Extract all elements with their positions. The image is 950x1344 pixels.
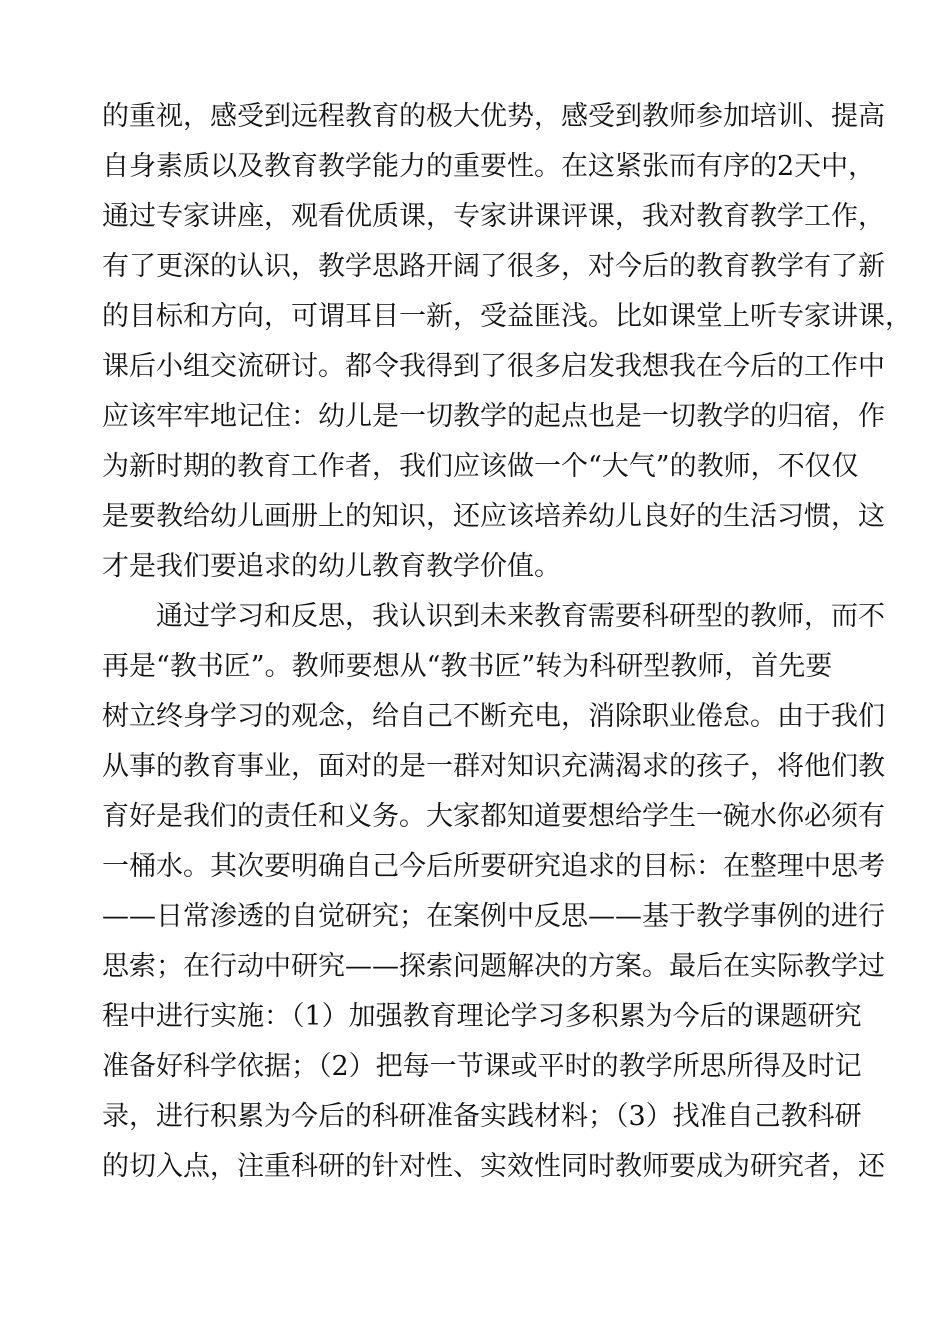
paragraph-line: 通过学习和反思，我认识到未来教育需要科研型的教师，而不 (156, 601, 885, 632)
paragraph-line: 育好是我们的责任和义务。大家都知道要想给学生一碗水你必须有 (102, 801, 885, 832)
paragraph-line: 录，进行积累为今后的科研准备实践材料；（3）找准自己教科研 (102, 1101, 862, 1132)
paragraph-line: 通过专家讲座，观看优质课，专家讲课评课，我对教育教学工作， (102, 201, 885, 232)
paragraph-line: 自身素质以及教育教学能力的重要性。在这紧张而有序的2天中， (102, 151, 876, 182)
paragraph-line: 思索；在行动中研究——探索问题解决的方案。最后在实际教学过 (102, 951, 885, 982)
paragraph-line: 的重视，感受到远程教育的极大优势，感受到教师参加培训、提高 (102, 101, 885, 132)
paragraph-line: 的目标和方向，可谓耳目一新，受益匪浅。比如课堂上听专家讲课， (102, 301, 912, 332)
paragraph-1 (102, 92, 912, 592)
paragraph-line: 才是我们要追求的幼儿教育教学价值。 (102, 551, 561, 582)
paragraph-line: 树立终身学习的观念，给自己不断充电，消除职业倦怠。由于我们 (102, 701, 885, 732)
paragraph-line: 从事的教育事业，面对的是一群对知识充满渴求的孩子，将他们教 (102, 751, 885, 782)
paragraph-line: 一桶水。其次要明确自己今后所要研究追求的目标：在整理中思考 (102, 851, 885, 882)
paragraph-line: 有了更深的认识，教学思路开阔了很多，对今后的教育教学有了新 (102, 251, 885, 282)
paragraph-2 (102, 592, 885, 1192)
paragraph-line: 课后小组交流研讨。都令我得到了很多启发我想我在今后的工作中 (102, 351, 885, 382)
paragraph-line: 准备好科学依据；（2）把每一节课或平时的教学所思所得及时记 (102, 1051, 862, 1082)
paragraph-line: 为新时期的教育工作者，我们应该做一个“大气”的教师，不仅仅 (102, 451, 859, 482)
paragraph-line: 是要教给幼儿画册上的知识，还应该培养幼儿良好的生活习惯，这 (102, 501, 885, 532)
paragraph-line: 应该牢牢地记住：幼儿是一切教学的起点也是一切教学的归宿，作 (102, 401, 885, 432)
paragraph-line: 再是“教书匠”。教师要想从“教书匠”转为科研型教师，首先要 (102, 651, 833, 682)
paragraph-line: 的切入点，注重科研的针对性、实效性同时教师要成为研究者，还 (102, 1151, 885, 1182)
paragraph-line: ——日常渗透的自觉研究；在案例中反思——基于教学事例的进行 (102, 901, 885, 932)
paragraph-line: 程中进行实施：（1）加强教育理论学习多积累为今后的课题研究 (102, 1001, 862, 1032)
